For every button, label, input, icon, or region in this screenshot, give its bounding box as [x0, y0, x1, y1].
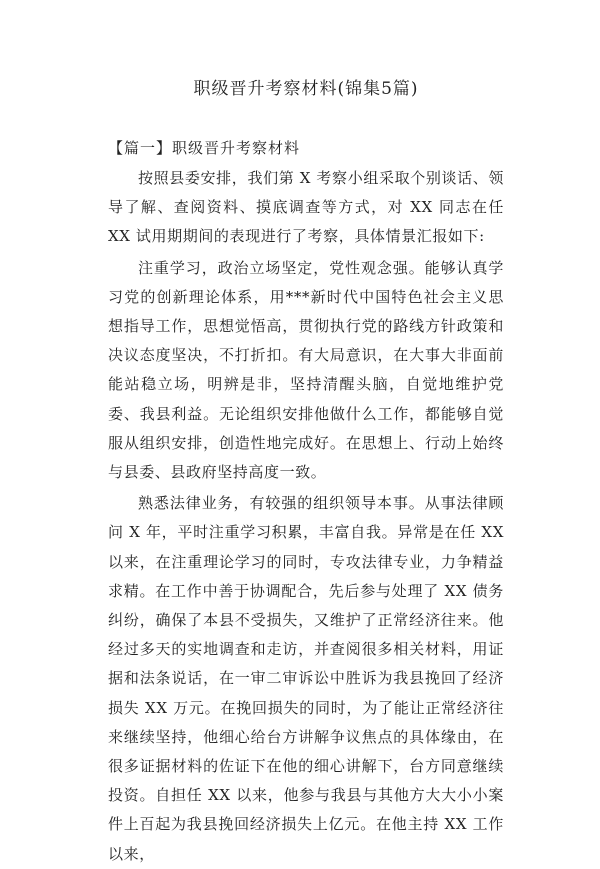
- paragraph-political-study: 注重学习，政治立场坚定，党性观念强。能够认真学习党的创新理论体系，用***新时代中国特色社会主义思想指导工作，思想觉悟高，贯彻执行党的路线方针政策和决议态度坚决，不打折扣。有大局意识，在大事大非面前能站稳立场，明辨是非，坚持清醒头脑，自觉地维护党委、我县利益。无论组织安排他做什么工作，都能够自觉服从组织安排，创造性地完成好。在思想上、行动上始终与县委、县政府坚持高度一致。: [108, 258, 504, 482]
- section-heading: 【篇一】职级晋升考察材料: [108, 139, 301, 157]
- document-title: 职级晋升考察材料(锦集5篇): [193, 79, 419, 99]
- paragraph-intro: 按照县委安排，我们第 X 考察小组采取个别谈话、领导了解、查阅资料、摸底调查等方式，对 XX 同志在任 XX 试用期期间的表现进行了考察，具体情景汇报如下:: [108, 169, 504, 246]
- paragraph-legal-expertise: 熟悉法律业务，有较强的组织领导本事。从事法律顾问 X 年，平时注重学习积累，丰富自我。异常是在任 XX 以来，在注重理论学习的同时，专攻法律专业，力争精益求精。在工作中善于协调配合，先后参与处理了 XX 债务纠纷，确保了本县不受损失，又维护了正常经济往来。他经过多天的实地调查和走访，并查阅很多相关材料，用证据和法条说话，在一审二审诉讼中胜诉为我县挽回了经济损失 XX 万元。在挽回损失的同时，为了能让正常经济往来继续坚持，他细心给台方讲解争议焦点的具体缘由，在很多证据材料的佐证下在他的细心讲解下，台方同意继续投资。自担任 XX 以来，他参与我县与其他方大大小小案件上百起为我县挽回经济损失上亿元。在他主持 XX 工作以来，: [108, 494, 504, 863]
